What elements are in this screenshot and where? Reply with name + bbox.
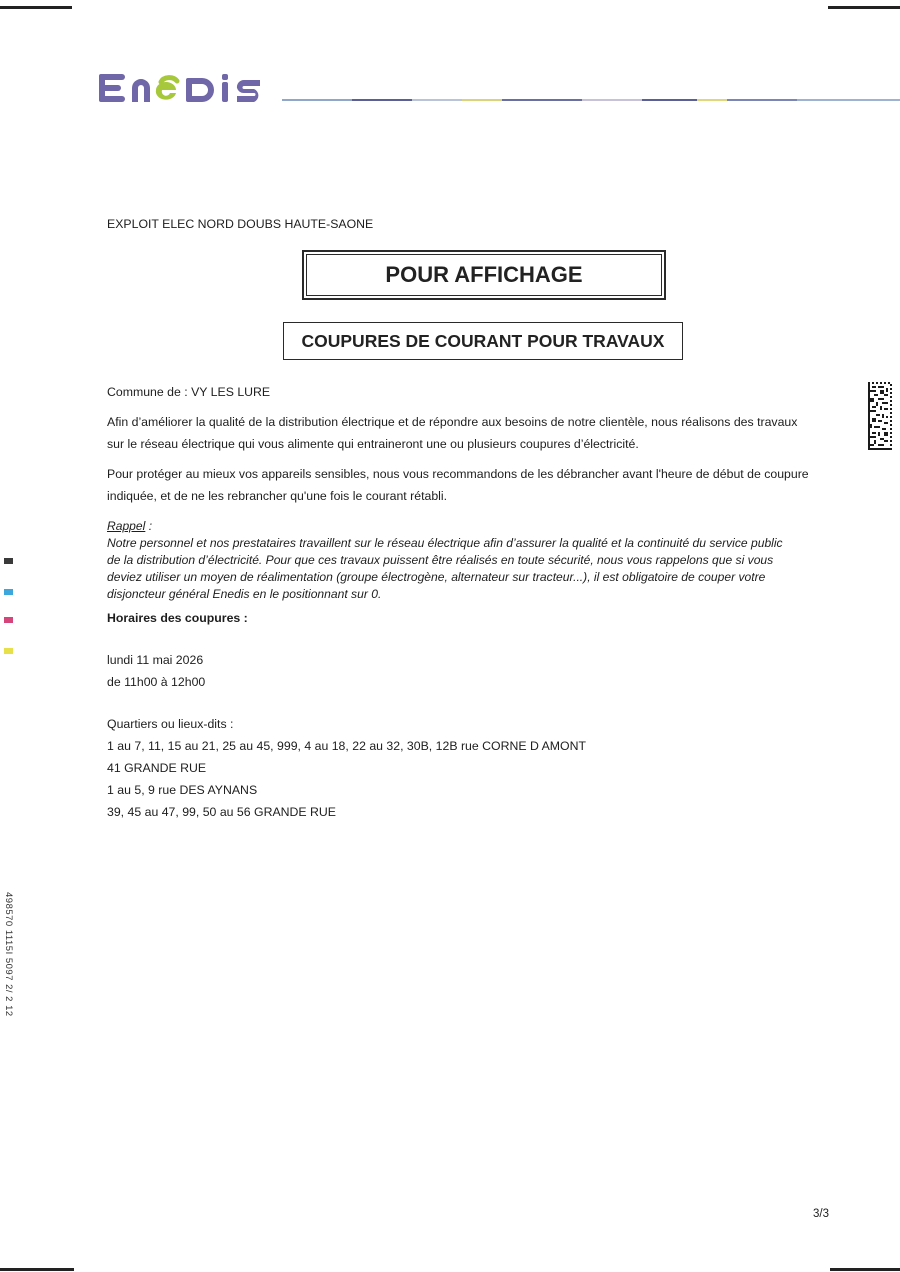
crop-mark-bottom-left [0,1268,74,1271]
commune-label: Commune de : VY LES LURE [107,385,271,399]
margin-tracking-code: 498570 1115I 5097 2/ 2 12 [3,892,14,1017]
advice-paragraph [107,463,809,507]
schedule-heading: Horaires des coupures : [107,611,248,625]
location-item: 1 au 5, 9 rue DES AYNANS [107,783,258,797]
location-item: 1 au 7, 11, 15 au 21, 25 au 45, 999, 4 au 18, 22 au 32, 30B, 12B rue CORNE D AMONT [107,739,586,753]
crop-mark-top-right [828,6,900,9]
print-swatch-cyan [4,589,13,595]
intro-paragraph [107,411,797,455]
location-item: 41 GRANDE RUE [107,761,207,775]
crop-mark-bottom-right [830,1268,900,1271]
rappel-line: de la distribution d’électricité. Pour que ces travaux puissent être réalisés en toute sécurité, nous vous rappelons que si vous [107,553,774,567]
subtitle-box [283,322,683,360]
rappel-line: deviez utiliser un moyen de réalimentation (groupe électrogène, alternateur sur tracteur...), il est obligatoire de couper votre [107,570,766,584]
rappel-block [107,518,783,603]
rappel-heading [107,518,783,535]
locations-block [107,713,586,823]
schedule-block [107,649,205,693]
page-subtitle: COUPURES DE COURANT POUR TRAVAUX [301,330,665,351]
page-title: POUR AFFICHAGE [385,262,583,287]
enedis-logo [98,66,270,111]
advice-line: indiquée, et de ne les rebrancher qu'une fois le courant rétabli. [107,489,448,503]
department-label: EXPLOIT ELEC NORD DOUBS HAUTE-SAONE [107,217,374,231]
intro-line: Afin d’améliorer la qualité de la distribution électrique et de répondre aux besoins de notre clientèle, nous réalisons des travaux [107,415,798,429]
rappel-heading-colon: : [145,519,153,533]
print-swatch-magenta [4,617,13,623]
rappel-line: Notre personnel et nos prestataires travaillent sur le réseau électrique afin d’assurer la qualité et la continuité du service public [107,536,783,550]
print-swatch-yellow [4,648,13,654]
intro-line: sur le réseau électrique qui vous alimente qui entraineront une ou plusieurs coupures d’électricité. [107,437,639,451]
location-item: 39, 45 au 47, 99, 50 au 56 GRANDE RUE [107,805,336,819]
rappel-line: disjoncteur général Enedis en le positionnant sur 0. [107,587,382,601]
schedule-time: de 11h00 à 12h00 [107,675,206,689]
datamatrix-code [868,382,892,450]
locations-heading: Quartiers ou lieux-dits : [107,717,234,731]
enedis-logo-graphic [98,66,270,106]
rappel-heading-text: Rappel [107,519,146,533]
title-box [302,250,666,300]
print-swatch-black [4,558,13,564]
advice-line: Pour protéger au mieux vos appareils sensibles, nous vous recommandons de les débrancher avant l'heure de début de coupure [107,467,809,481]
schedule-date: lundi 11 mai 2026 [107,653,204,667]
crop-mark-top-left [0,6,72,9]
header-rule [282,99,900,101]
page-number: 3/3 [813,1208,829,1220]
